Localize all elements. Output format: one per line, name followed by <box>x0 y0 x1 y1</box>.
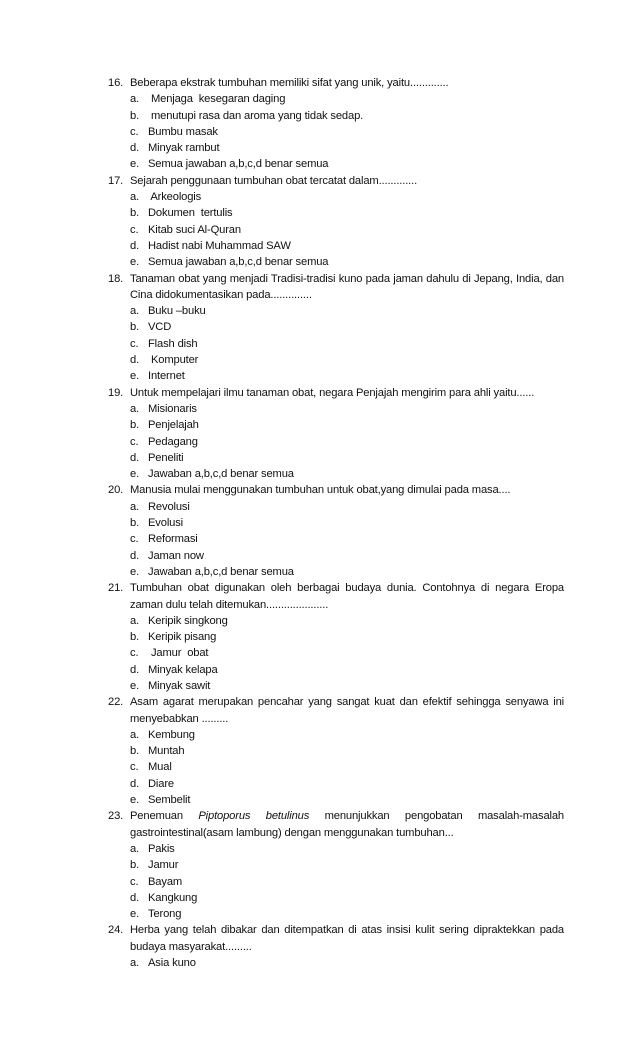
option-e <box>130 564 564 580</box>
option-text: Hadist nabi Muhammad SAW <box>148 239 291 252</box>
question-head <box>108 694 564 727</box>
option-text: Arkeologis <box>148 191 202 204</box>
question-list <box>108 75 564 971</box>
option-text: Revolusi <box>148 500 190 513</box>
option-text: Evolusi <box>148 517 184 530</box>
question-number: 20. <box>108 484 124 497</box>
option-a <box>130 613 564 629</box>
option-letter: b. <box>130 517 140 530</box>
option-d <box>130 662 564 678</box>
option-letter: a. <box>130 191 140 204</box>
option-c <box>130 222 564 238</box>
option-text: Internet <box>148 370 185 383</box>
question-head <box>108 580 564 613</box>
question-number: 16. <box>108 77 124 89</box>
option-letter: a. <box>130 305 140 318</box>
option-c <box>130 645 564 661</box>
option-e <box>130 156 564 172</box>
option-d <box>130 352 564 368</box>
question-text-rest: menunjukkan pengobatan masalah-masalah gastrointestinal(asam lambung) dengan menggunakan tumbuhan... <box>130 810 564 839</box>
question-22 <box>108 694 564 808</box>
question-text: Herba yang telah dibakar dan ditempatkan di atas insisi kulit sering dipraktekkan pada budaya masyarakat......... <box>130 924 564 953</box>
option-text: Menjaga kesegaran daging <box>148 93 286 106</box>
option-d <box>130 548 564 564</box>
option-text: VCD <box>148 321 172 334</box>
question-number: 23. <box>108 810 124 823</box>
option-letter: a. <box>130 842 140 855</box>
option-letter: d. <box>130 777 140 790</box>
option-letter: c. <box>130 647 139 660</box>
option-b <box>130 515 564 531</box>
option-letter: b. <box>130 321 140 334</box>
option-letter: e. <box>130 565 140 578</box>
option-list <box>108 613 564 694</box>
option-d <box>130 776 564 792</box>
option-letter: c. <box>130 761 139 774</box>
option-letter: a. <box>130 500 140 513</box>
option-a <box>130 841 564 857</box>
option-letter: d. <box>130 239 140 252</box>
option-text: Jamur <box>148 859 179 872</box>
question-text: Beberapa ekstrak tumbuhan memiliki sifat yang unik, yaitu............. <box>130 77 449 89</box>
option-text: Minyak kelapa <box>148 663 218 676</box>
option-letter: c. <box>130 875 139 888</box>
option-b <box>130 319 564 335</box>
option-a <box>130 91 564 107</box>
question-head <box>108 922 564 955</box>
option-list <box>108 841 564 922</box>
question-text: Sejarah penggunaan tumbuhan obat tercatat dalam............. <box>130 174 418 187</box>
option-b <box>130 857 564 873</box>
option-text: Kitab suci Al-Quran <box>148 223 241 236</box>
option-c <box>130 124 564 140</box>
option-text: Semua jawaban a,b,c,d benar semua <box>148 158 329 171</box>
option-text: Minyak sawit <box>148 679 211 692</box>
option-letter: b. <box>130 745 140 758</box>
option-text: Keripik pisang <box>148 631 217 644</box>
option-e <box>130 466 564 482</box>
option-a <box>130 401 564 417</box>
option-list <box>108 499 564 580</box>
option-d <box>130 890 564 906</box>
option-text: Peneliti <box>148 451 184 464</box>
question-21 <box>108 580 564 694</box>
option-text: Muntah <box>148 745 185 758</box>
option-letter: d. <box>130 663 140 676</box>
option-d <box>130 450 564 466</box>
option-letter: c. <box>130 435 139 448</box>
option-list <box>108 401 564 482</box>
option-text: Asia kuno <box>148 957 196 970</box>
question-head <box>108 385 564 401</box>
option-text: Penjelajah <box>148 419 199 432</box>
option-a <box>130 303 564 319</box>
question-16 <box>108 75 564 173</box>
option-text: Jawaban a,b,c,d benar semua <box>148 468 294 481</box>
option-letter: c. <box>130 533 139 546</box>
option-text: Misionaris <box>148 402 197 415</box>
option-text: Keripik singkong <box>148 614 228 627</box>
question-text: Asam agarat merupakan pencahar yang sangat kuat dan efektif sehingga senyawa ini menyebabkan ......... <box>130 696 564 725</box>
option-text: Minyak rambut <box>148 142 220 155</box>
question-text: Manusia mulai menggunakan tumbuhan untuk obat,yang dimulai pada masa.... <box>130 484 511 497</box>
option-c <box>130 531 564 547</box>
option-list <box>108 727 564 808</box>
option-e <box>130 368 564 384</box>
option-text: Komputer <box>148 354 199 367</box>
option-c <box>130 759 564 775</box>
question-17 <box>108 173 564 271</box>
option-text: Pedagang <box>148 435 198 448</box>
option-text: Jamur obat <box>148 647 209 660</box>
option-letter: d. <box>130 891 140 904</box>
question-18 <box>108 271 564 385</box>
question-head <box>108 75 564 91</box>
option-text: Reformasi <box>148 533 198 546</box>
option-letter: a. <box>130 93 140 106</box>
option-letter: b. <box>130 109 140 122</box>
question-number: 22. <box>108 696 124 709</box>
option-letter: b. <box>130 859 140 872</box>
option-d <box>130 238 564 254</box>
question-text: Tumbuhan obat digunakan oleh berbagai budaya dunia. Contohnya di negara Eropa zaman dulu telah ditemukan..................... <box>130 582 564 611</box>
question-number: 18. <box>108 272 124 285</box>
option-letter: a. <box>130 957 140 970</box>
option-letter: e. <box>130 468 140 481</box>
question-head <box>108 808 564 841</box>
option-text: Terong <box>148 908 182 921</box>
question-text: Untuk mempelajari ilmu tanaman obat, negara Penjajah mengirim para ahli yaitu...... <box>130 386 535 399</box>
option-letter: e. <box>130 370 140 383</box>
option-letter: b. <box>130 207 140 220</box>
option-c <box>130 874 564 890</box>
option-letter: d. <box>130 549 140 562</box>
option-b <box>130 743 564 759</box>
option-b <box>130 108 564 124</box>
question-text <box>130 808 564 841</box>
option-text: Dokumen tertulis <box>148 207 233 220</box>
option-list <box>108 303 564 384</box>
option-text: menutupi rasa dan aroma yang tidak sedap. <box>148 109 364 122</box>
option-a <box>130 727 564 743</box>
option-letter: e. <box>130 256 140 269</box>
option-text: Pakis <box>148 842 175 855</box>
option-letter: e. <box>130 908 140 921</box>
option-letter: d. <box>130 354 140 367</box>
option-letter: d. <box>130 142 140 155</box>
option-letter: a. <box>130 614 140 627</box>
species-name: Piptoporus betulinus <box>198 810 310 823</box>
question-19 <box>108 385 564 483</box>
option-d <box>130 140 564 156</box>
option-b <box>130 205 564 221</box>
option-e <box>130 906 564 922</box>
question-text: Tanaman obat yang menjadi Tradisi-tradisi kuno pada jaman dahulu di Jepang, India, dan Cina didokumentasikan pada.............. <box>130 272 564 301</box>
option-b <box>130 417 564 433</box>
option-a <box>130 955 564 971</box>
option-e <box>130 792 564 808</box>
option-text: Sembelit <box>148 794 191 807</box>
option-letter: b. <box>130 631 140 644</box>
option-letter: c. <box>130 223 139 236</box>
option-text: Kangkung <box>148 891 198 904</box>
option-text: Jaman now <box>148 549 204 562</box>
option-list <box>108 91 564 172</box>
option-text: Diare <box>148 777 174 790</box>
option-c <box>130 336 564 352</box>
question-number: 17. <box>108 174 124 187</box>
question-20 <box>108 482 564 580</box>
option-text: Jawaban a,b,c,d benar semua <box>148 565 294 578</box>
option-letter: a. <box>130 402 140 415</box>
option-e <box>130 254 564 270</box>
option-b <box>130 629 564 645</box>
question-number: 24. <box>108 924 124 937</box>
question-23 <box>108 808 564 922</box>
question-number: 19. <box>108 386 124 399</box>
option-e <box>130 678 564 694</box>
option-text: Bumbu masak <box>148 125 218 138</box>
option-list <box>108 955 564 971</box>
option-a <box>130 189 564 205</box>
option-text: Kembung <box>148 728 195 741</box>
question-number: 21. <box>108 582 124 595</box>
option-c <box>130 434 564 450</box>
option-letter: b. <box>130 419 140 432</box>
option-letter: e. <box>130 158 140 171</box>
option-text: Flash dish <box>148 337 198 350</box>
question-head <box>108 482 564 498</box>
option-text: Mual <box>148 761 172 774</box>
question-text-lead: Penemuan <box>130 810 199 823</box>
option-letter: d. <box>130 451 140 464</box>
question-head <box>108 271 564 304</box>
question-head <box>108 173 564 189</box>
option-letter: e. <box>130 679 140 692</box>
option-letter: a. <box>130 728 140 741</box>
option-text: Bayam <box>148 875 183 888</box>
option-letter: c. <box>130 125 139 138</box>
question-24 <box>108 922 564 971</box>
option-a <box>130 499 564 515</box>
option-list <box>108 189 564 270</box>
option-letter: e. <box>130 794 140 807</box>
option-text: Semua jawaban a,b,c,d benar semua <box>148 256 329 269</box>
option-letter: c. <box>130 337 139 350</box>
option-text: Buku –buku <box>148 305 206 318</box>
